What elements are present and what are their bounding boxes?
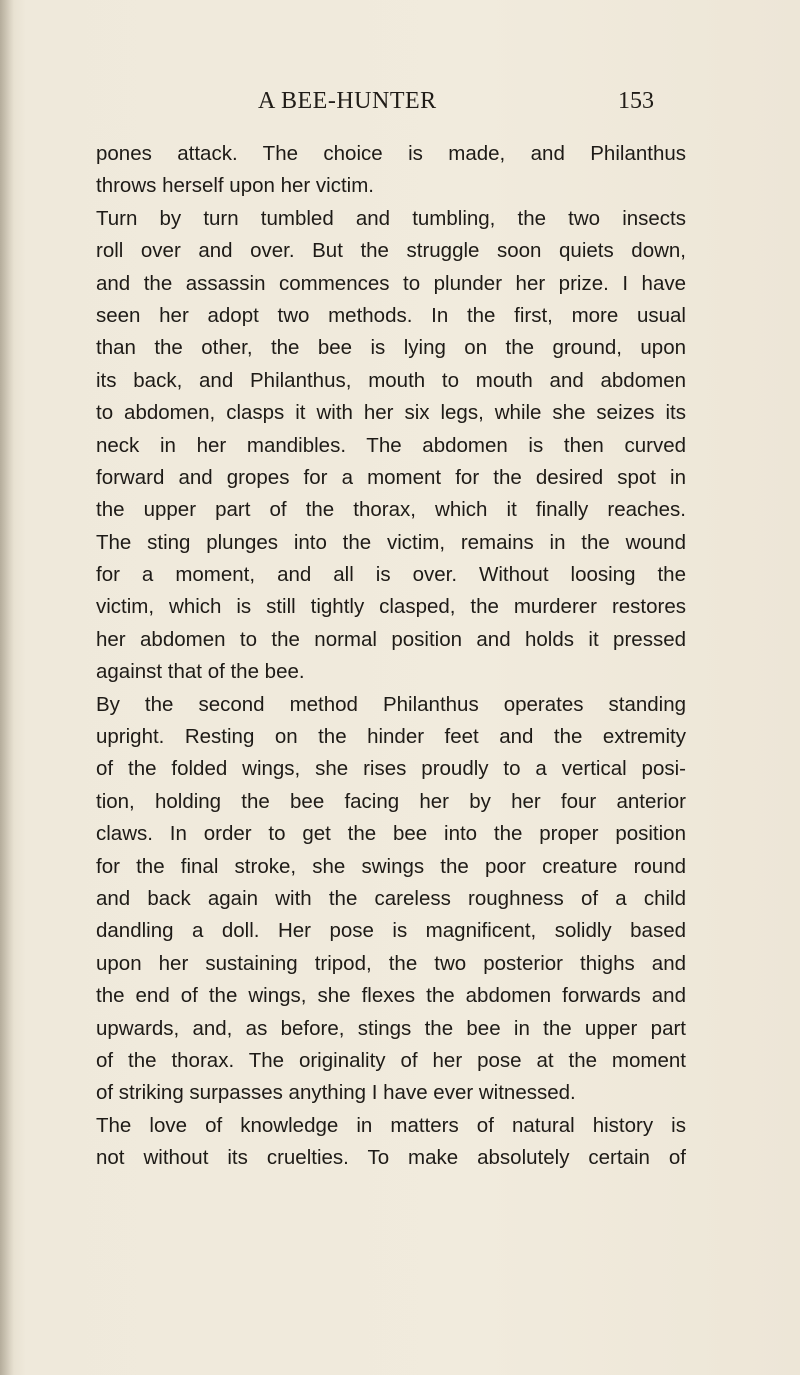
text-line: dandling a doll. Her pose is magnificent, solidly based: [96, 919, 686, 943]
text-line: The sting plunges into the victim, remains in the wound: [96, 530, 686, 554]
page-number: 153: [618, 88, 654, 114]
text-line: the end of the wings, she flexes the abdomen forwards and: [96, 984, 686, 1008]
text-line: forward and gropes for a moment for the desired spot in: [96, 465, 686, 489]
text-line: of striking surpasses anything I have ever witnessed.: [96, 1081, 576, 1105]
text-line: seen her adopt two methods. In the first, more usual: [96, 303, 686, 327]
text-line: pones attack. The choice is made, and Philanthus: [96, 142, 686, 165]
text-line: for the final stroke, she swings the poor creature round: [96, 854, 686, 878]
text-line: The love of knowledge in matters of natural history is: [96, 1113, 686, 1137]
text-line: the upper part of the thorax, which it finally reaches.: [96, 498, 686, 522]
page-gutter-shadow: [0, 0, 14, 1375]
text-line: neck in her mandibles. The abdomen is then curved: [96, 433, 686, 457]
text-line: her abdomen to the normal position and holds it pressed: [96, 627, 686, 651]
text-line: and back again with the careless roughness of a child: [96, 886, 686, 910]
text-line: against that of the bee.: [96, 660, 305, 684]
running-head: [0, 88, 800, 118]
text-line: roll over and over. But the struggle soon quiets down,: [96, 239, 686, 263]
text-line: Turn by turn tumbled and tumbling, the two insects: [96, 206, 686, 230]
text-line: upwards, and, as before, stings the bee in the upper part: [96, 1016, 686, 1040]
text-line: tion, holding the bee facing her by her four anterior: [96, 789, 686, 813]
text-line: upright. Resting on the hinder feet and the extremity: [96, 725, 686, 749]
text-line: of the folded wings, she rises proudly to a vertical posi-: [96, 757, 686, 781]
body-text: [96, 138, 686, 1175]
text-line: than the other, the bee is lying on the ground, upon: [96, 336, 686, 360]
text-line: By the second method Philanthus operates standing: [96, 692, 686, 716]
text-line: its back, and Philanthus, mouth to mouth and abdomen: [96, 368, 686, 392]
text-line: of the thorax. The originality of her pose at the moment: [96, 1048, 686, 1072]
text-line: claws. In order to get the bee into the proper position: [96, 822, 686, 846]
running-title: A BEE-HUNTER: [258, 88, 437, 114]
text-line: and the assassin commences to plunder her prize. I have: [96, 271, 686, 295]
text-line: throws herself upon her victim.: [96, 174, 375, 198]
text-line: for a moment, and all is over. Without loosing the: [96, 563, 686, 587]
text-line: victim, which is still tightly clasped, the murderer restores: [96, 595, 686, 619]
text-line: to abdomen, clasps it with her six legs, while she seizes its: [96, 401, 686, 425]
text-line: upon her sustaining tripod, the two posterior thighs and: [96, 951, 686, 975]
text-line: not without its cruelties. To make absolutely certain of: [96, 1146, 686, 1170]
